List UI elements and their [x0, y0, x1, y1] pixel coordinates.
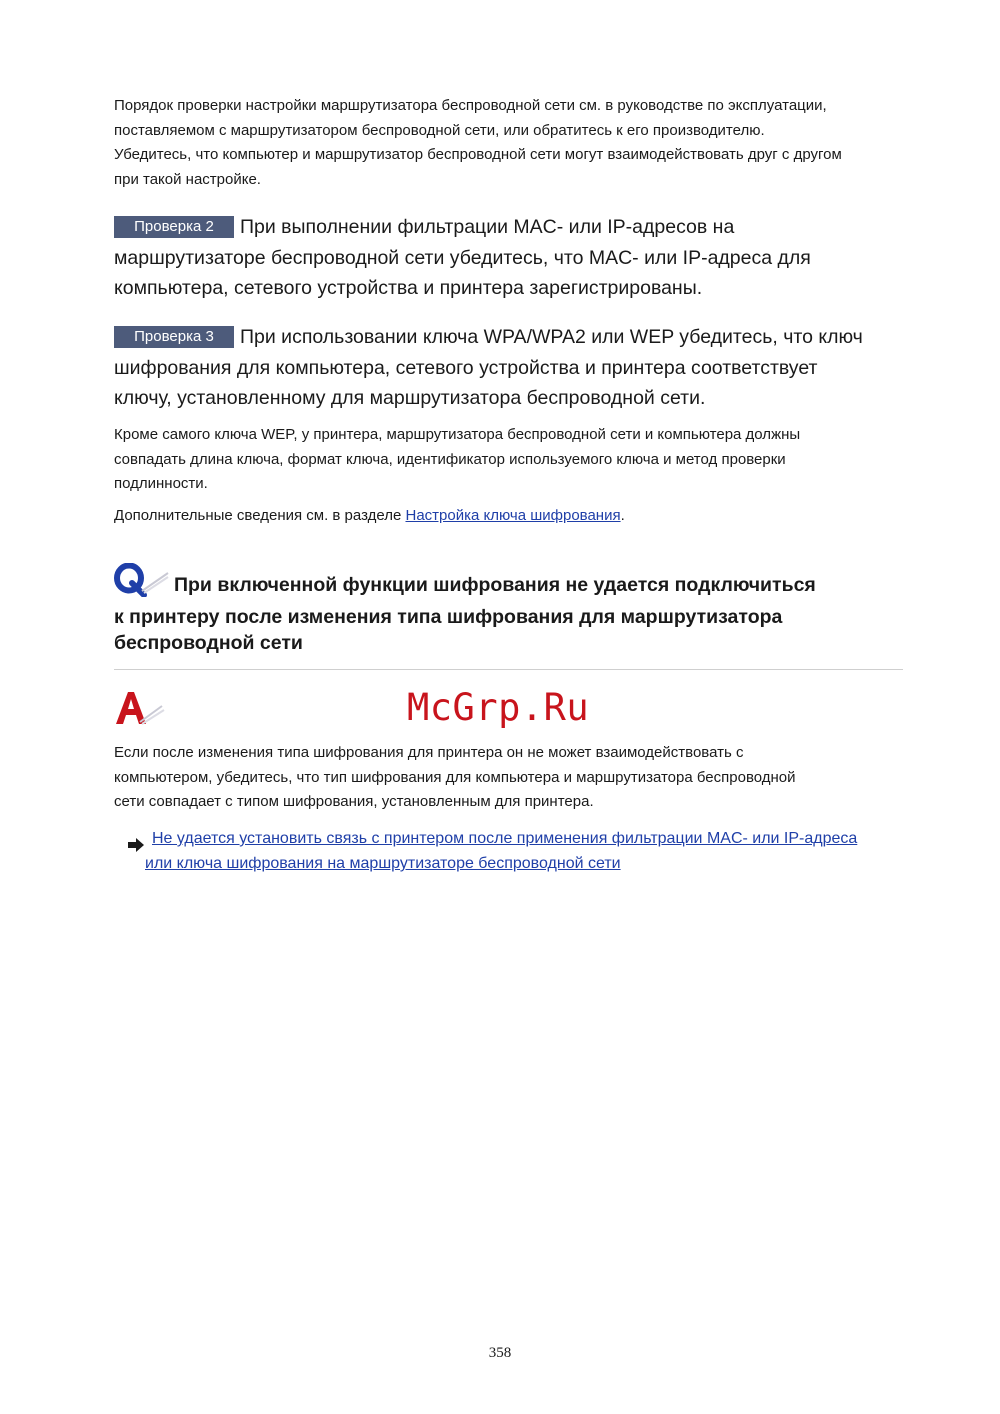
check-3-heading: Проверка 3 При использовании ключа WPA/WPA2 или WEP убедитесь, что ключ шифрования для компьютера, сетевого устройства и принтера соответствует ключу, установленному для маршрутизатора беспроводной сети.: [114, 326, 863, 409]
page-number: 358: [488, 1345, 512, 1361]
check-3-badge: Проверка 3: [114, 326, 234, 348]
arrow-right-icon: [128, 838, 144, 857]
check-3-more-info: Дополнительные сведения см. в разделе Настройка ключа шифрования.: [114, 507, 625, 524]
check-3-section: [114, 322, 903, 414]
intro-line: при такой настройке.: [114, 170, 261, 188]
check-2-section: [114, 212, 903, 304]
related-link-line[interactable]: Не удается установить связь с принтером после применения фильтрации MAC- или IP-адреса: [152, 830, 858, 847]
intro-line: поставляемом с маршрутизатором беспроводной сети, или обратитесь к его производителю.: [114, 121, 765, 139]
intro-line: Убедитесь, что компьютер и маршрутизатор беспроводной сети могут взаимодействовать друг с другом: [114, 146, 842, 163]
answer-a-icon: [114, 688, 166, 733]
check-2-heading: Проверка 2 При выполнении фильтрации MAC- или IP-адресов на маршрутизаторе беспроводной сети убедитесь, что MAC- или IP-адреса для компьютера, сетевого устройства и принтера зарегистрированы.: [114, 216, 811, 299]
related-link-line[interactable]: или ключа шифрования на маршрутизаторе беспроводной сети: [145, 855, 621, 872]
section-divider: [114, 669, 903, 670]
check-3-note: Кроме самого ключа WEP, у принтера, маршрутизатора беспроводной сети и компьютера должны совпадать длина ключа, формат ключа, идентификатор используемого ключа и метод проверки подлинности.: [114, 426, 801, 492]
check-2-badge: Проверка 2: [114, 216, 234, 238]
question-heading: При включенной функции шифрования не удается подключиться к принтеру после изменения типа шифрования для маршрутизатора беспроводной сети: [114, 563, 903, 656]
encryption-key-setup-link[interactable]: Настройка ключа шифрования: [405, 507, 621, 524]
question-q-icon: [114, 563, 170, 604]
intro-line: Порядок проверки настройки маршрутизатора беспроводной сети см. в руководстве по эксплуатации,: [114, 97, 827, 114]
related-link[interactable]: [145, 826, 903, 876]
answer-paragraph: Если после изменения типа шифрования для принтера он не может взаимодействовать с компьютером, убедитесь, что тип шифрования для компьютера и маршрутизатора беспроводной сети совпадает с типом шифрования, установленным для принтера.: [114, 744, 796, 810]
intro-paragraph: [114, 94, 903, 192]
watermark: McGrp.Ru: [407, 686, 590, 729]
